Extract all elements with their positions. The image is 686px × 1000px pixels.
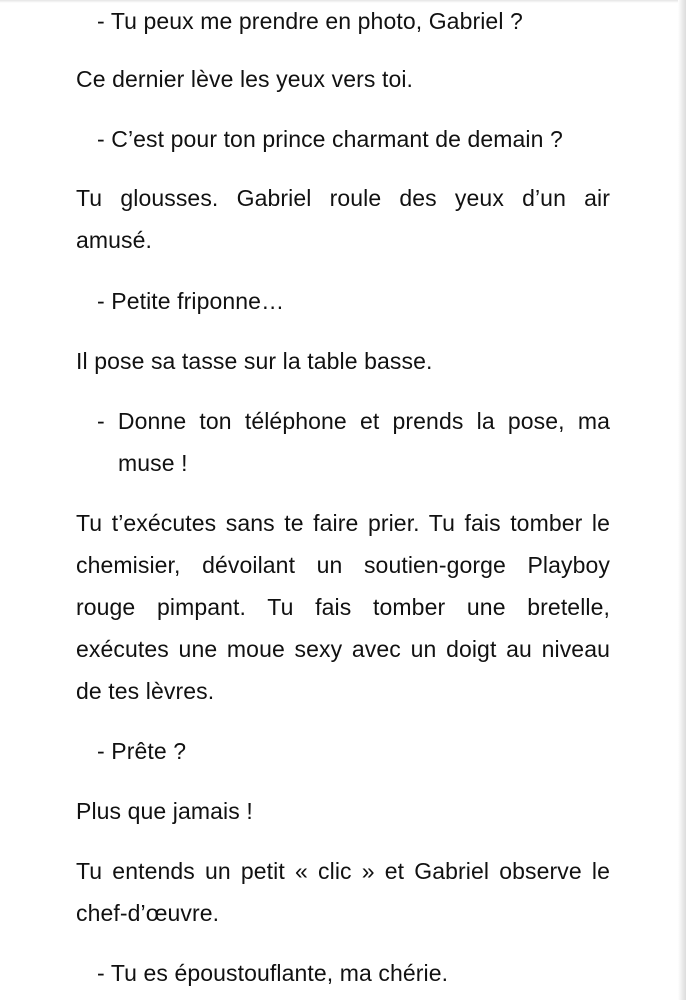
narration-paragraph: Tu entends un petit « clic » et Gabriel observe le chef-d’œuvre. (76, 858, 610, 926)
dialogue-line: - Prête ? (97, 738, 187, 764)
narration-paragraph: Tu t’exécutes sans te faire prier. Tu fais tomber le chemisier, dévoilant un soutien-gorge Playboy rouge pimpant. Tu fais tomber une bretelle, exécutes une moue sexy avec un doigt au niveau de tes lèvres. (76, 510, 610, 704)
dialogue-line: - Tu peux me prendre en photo, Gabriel ? (97, 8, 523, 34)
narration-paragraph: Tu glousses. Gabriel roule des yeux d’un air amusé. (76, 185, 610, 253)
narration-paragraph: Plus que jamais ! (76, 798, 253, 824)
narration-paragraph: Ce dernier lève les yeux vers toi. (76, 66, 414, 92)
narration-paragraph: Il pose sa tasse sur la table basse. (76, 348, 433, 374)
dialogue-line: - Petite friponne… (97, 288, 285, 314)
dialogue-line: - C’est pour ton prince charmant de demain ? (97, 126, 563, 152)
dialogue-line: - Tu es époustouflante, ma chérie. (97, 960, 449, 986)
dialogue-line: - Donne ton téléphone et prends la pose, ma muse ! (97, 408, 610, 476)
right-edge-shadow (678, 0, 686, 1000)
